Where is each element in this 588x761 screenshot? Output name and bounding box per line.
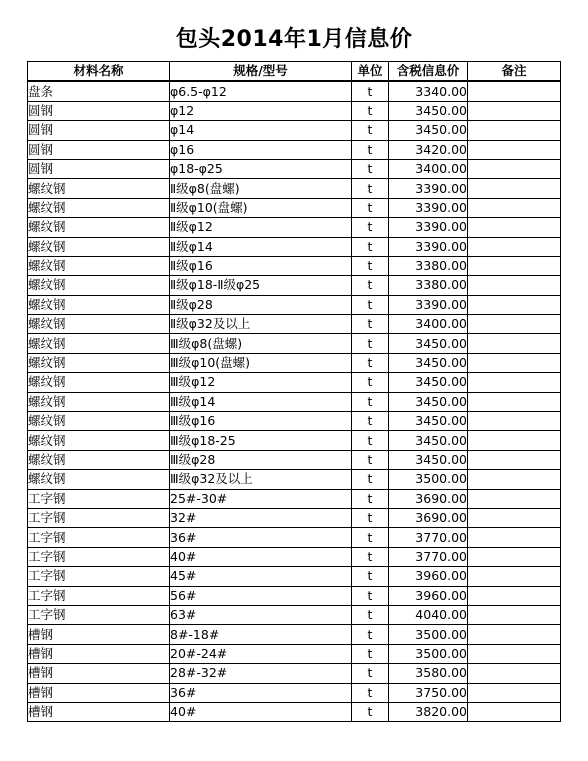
table-row — [28, 353, 561, 372]
note-cell — [468, 450, 561, 469]
table-row — [28, 412, 561, 431]
price-cell: 3450.00 — [389, 334, 468, 353]
note-cell — [468, 431, 561, 450]
spec-cell: Ⅱ级φ32及以上 — [170, 315, 352, 334]
unit-cell: t — [352, 547, 389, 566]
material-name-cell: 螺纹钢 — [28, 315, 170, 334]
spec-cell: Ⅲ级φ32及以上 — [170, 470, 352, 489]
table-row — [28, 683, 561, 702]
table-row — [28, 528, 561, 547]
price-cell: 3450.00 — [389, 353, 468, 372]
table-row — [28, 431, 561, 450]
unit-cell: t — [352, 315, 389, 334]
table-row — [28, 489, 561, 508]
material-name-cell: 槽钢 — [28, 702, 170, 721]
material-name-cell: 工字钢 — [28, 528, 170, 547]
unit-cell: t — [352, 179, 389, 198]
table-row — [28, 237, 561, 256]
spec-cell: Ⅲ级φ8(盘螺) — [170, 334, 352, 353]
table-row — [28, 218, 561, 237]
price-cell: 3390.00 — [389, 179, 468, 198]
spec-cell: 36# — [170, 683, 352, 702]
note-cell — [468, 644, 561, 663]
price-cell: 3580.00 — [389, 664, 468, 683]
header-unit: 单位 — [352, 62, 389, 82]
spec-cell: Ⅱ级φ12 — [170, 218, 352, 237]
price-cell: 3750.00 — [389, 683, 468, 702]
table-row — [28, 644, 561, 663]
table-row — [28, 605, 561, 624]
table-row — [28, 664, 561, 683]
spec-cell: Ⅲ级φ10(盘螺) — [170, 353, 352, 372]
spec-cell: Ⅱ级φ8(盘螺) — [170, 179, 352, 198]
note-cell — [468, 179, 561, 198]
unit-cell: t — [352, 373, 389, 392]
table-row — [28, 198, 561, 217]
material-name-cell: 螺纹钢 — [28, 237, 170, 256]
spec-cell: Ⅱ级φ14 — [170, 237, 352, 256]
spec-cell: Ⅲ级φ18-25 — [170, 431, 352, 450]
material-name-cell: 螺纹钢 — [28, 334, 170, 353]
header-material-name: 材料名称 — [28, 62, 170, 82]
unit-cell: t — [352, 586, 389, 605]
table-row — [28, 101, 561, 120]
price-cell: 3960.00 — [389, 586, 468, 605]
table-body — [28, 81, 561, 721]
spec-cell: Ⅲ级φ16 — [170, 412, 352, 431]
note-cell — [468, 237, 561, 256]
unit-cell: t — [352, 605, 389, 624]
material-name-cell: 工字钢 — [28, 547, 170, 566]
price-cell: 3690.00 — [389, 508, 468, 527]
material-name-cell: 螺纹钢 — [28, 353, 170, 372]
unit-cell: t — [352, 528, 389, 547]
unit-cell: t — [352, 218, 389, 237]
header-spec: 规格/型号 — [170, 62, 352, 82]
note-cell — [468, 81, 561, 101]
table-row — [28, 470, 561, 489]
table-row — [28, 450, 561, 469]
price-cell: 3340.00 — [389, 81, 468, 101]
table-row — [28, 295, 561, 314]
table-row — [28, 276, 561, 295]
spec-cell: φ18-φ25 — [170, 159, 352, 178]
page-title: 包头2014年1月信息价 — [175, 27, 413, 52]
material-name-cell: 工字钢 — [28, 567, 170, 586]
price-cell: 3390.00 — [389, 295, 468, 314]
price-cell: 3390.00 — [389, 198, 468, 217]
table-row — [28, 81, 561, 101]
material-name-cell: 螺纹钢 — [28, 276, 170, 295]
price-cell: 3390.00 — [389, 218, 468, 237]
spec-cell: Ⅲ级φ12 — [170, 373, 352, 392]
material-name-cell: 盘条 — [28, 81, 170, 101]
spec-cell: 28#-32# — [170, 664, 352, 683]
spec-cell: φ16 — [170, 140, 352, 159]
price-cell: 3770.00 — [389, 547, 468, 566]
table-row — [28, 334, 561, 353]
note-cell — [468, 198, 561, 217]
note-cell — [468, 508, 561, 527]
note-cell — [468, 412, 561, 431]
price-cell: 3500.00 — [389, 644, 468, 663]
note-cell — [468, 315, 561, 334]
table-row — [28, 702, 561, 721]
note-cell — [468, 256, 561, 275]
price-cell: 3450.00 — [389, 373, 468, 392]
note-cell — [468, 159, 561, 178]
material-name-cell: 工字钢 — [28, 489, 170, 508]
price-cell: 3380.00 — [389, 276, 468, 295]
spec-cell: 40# — [170, 547, 352, 566]
note-cell — [468, 140, 561, 159]
note-cell — [468, 683, 561, 702]
unit-cell: t — [352, 198, 389, 217]
note-cell — [468, 702, 561, 721]
note-cell — [468, 295, 561, 314]
note-cell — [468, 528, 561, 547]
price-cell: 3400.00 — [389, 159, 468, 178]
spec-cell: Ⅲ级φ14 — [170, 392, 352, 411]
unit-cell: t — [352, 470, 389, 489]
table-header-row — [28, 62, 561, 82]
unit-cell: t — [352, 450, 389, 469]
material-name-cell: 圆钢 — [28, 140, 170, 159]
price-cell: 3450.00 — [389, 101, 468, 120]
material-name-cell: 槽钢 — [28, 644, 170, 663]
spec-cell: 20#-24# — [170, 644, 352, 663]
note-cell — [468, 547, 561, 566]
note-cell — [468, 586, 561, 605]
note-cell — [468, 218, 561, 237]
note-cell — [468, 373, 561, 392]
note-cell — [468, 121, 561, 140]
spec-cell: Ⅱ级φ16 — [170, 256, 352, 275]
table-row — [28, 179, 561, 198]
unit-cell: t — [352, 256, 389, 275]
spec-cell: φ14 — [170, 121, 352, 140]
spec-cell: 45# — [170, 567, 352, 586]
unit-cell: t — [352, 295, 389, 314]
note-cell — [468, 489, 561, 508]
material-name-cell: 槽钢 — [28, 625, 170, 644]
note-cell — [468, 334, 561, 353]
table-row — [28, 159, 561, 178]
unit-cell: t — [352, 489, 389, 508]
price-cell: 3690.00 — [389, 489, 468, 508]
spec-cell: 36# — [170, 528, 352, 547]
price-cell: 3500.00 — [389, 625, 468, 644]
unit-cell: t — [352, 625, 389, 644]
note-cell — [468, 353, 561, 372]
price-cell: 3400.00 — [389, 315, 468, 334]
spec-cell: Ⅱ级φ18-Ⅱ级φ25 — [170, 276, 352, 295]
material-name-cell: 圆钢 — [28, 101, 170, 120]
note-cell — [468, 470, 561, 489]
material-name-cell: 槽钢 — [28, 664, 170, 683]
note-cell — [468, 664, 561, 683]
unit-cell: t — [352, 431, 389, 450]
spec-cell: φ6.5-φ12 — [170, 81, 352, 101]
unit-cell: t — [352, 159, 389, 178]
material-name-cell: 圆钢 — [28, 159, 170, 178]
table-row — [28, 547, 561, 566]
note-cell — [468, 392, 561, 411]
table-row — [28, 121, 561, 140]
material-name-cell: 工字钢 — [28, 586, 170, 605]
material-name-cell: 螺纹钢 — [28, 431, 170, 450]
price-cell: 3450.00 — [389, 121, 468, 140]
unit-cell: t — [352, 412, 389, 431]
table-row — [28, 586, 561, 605]
unit-cell: t — [352, 702, 389, 721]
material-name-cell: 螺纹钢 — [28, 373, 170, 392]
material-name-cell: 螺纹钢 — [28, 412, 170, 431]
table-row — [28, 140, 561, 159]
note-cell — [468, 625, 561, 644]
unit-cell: t — [352, 392, 389, 411]
price-cell: 3420.00 — [389, 140, 468, 159]
unit-cell: t — [352, 81, 389, 101]
unit-cell: t — [352, 644, 389, 663]
note-cell — [468, 276, 561, 295]
note-cell — [468, 605, 561, 624]
table-row — [28, 256, 561, 275]
header-note: 备注 — [468, 62, 561, 82]
table-row — [28, 625, 561, 644]
table-row — [28, 508, 561, 527]
table-row — [28, 392, 561, 411]
material-name-cell: 螺纹钢 — [28, 392, 170, 411]
table-row — [28, 567, 561, 586]
price-cell: 3500.00 — [389, 470, 468, 489]
spec-cell: 56# — [170, 586, 352, 605]
unit-cell: t — [352, 683, 389, 702]
spec-cell: 8#-18# — [170, 625, 352, 644]
material-name-cell: 螺纹钢 — [28, 470, 170, 489]
unit-cell: t — [352, 508, 389, 527]
unit-cell: t — [352, 101, 389, 120]
unit-cell: t — [352, 353, 389, 372]
material-name-cell: 螺纹钢 — [28, 218, 170, 237]
note-cell — [468, 567, 561, 586]
header-price: 含税信息价 — [389, 62, 468, 82]
unit-cell: t — [352, 334, 389, 353]
material-name-cell: 螺纹钢 — [28, 295, 170, 314]
spec-cell: 63# — [170, 605, 352, 624]
unit-cell: t — [352, 567, 389, 586]
material-name-cell: 槽钢 — [28, 683, 170, 702]
spec-cell: φ12 — [170, 101, 352, 120]
unit-cell: t — [352, 276, 389, 295]
price-cell: 3450.00 — [389, 412, 468, 431]
price-cell: 3450.00 — [389, 450, 468, 469]
price-cell: 3960.00 — [389, 567, 468, 586]
material-name-cell: 工字钢 — [28, 508, 170, 527]
unit-cell: t — [352, 237, 389, 256]
material-name-cell: 螺纹钢 — [28, 198, 170, 217]
unit-cell: t — [352, 664, 389, 683]
material-name-cell: 螺纹钢 — [28, 179, 170, 198]
unit-cell: t — [352, 140, 389, 159]
spec-cell: 32# — [170, 508, 352, 527]
price-cell: 3820.00 — [389, 702, 468, 721]
price-cell: 3390.00 — [389, 237, 468, 256]
table-row — [28, 373, 561, 392]
price-cell: 3380.00 — [389, 256, 468, 275]
material-name-cell: 螺纹钢 — [28, 450, 170, 469]
spec-cell: Ⅲ级φ28 — [170, 450, 352, 469]
spec-cell: Ⅱ级φ10(盘螺) — [170, 198, 352, 217]
price-table — [27, 61, 561, 722]
table-row — [28, 315, 561, 334]
spec-cell: 25#-30# — [170, 489, 352, 508]
spec-cell: Ⅱ级φ28 — [170, 295, 352, 314]
material-name-cell: 圆钢 — [28, 121, 170, 140]
price-cell: 3770.00 — [389, 528, 468, 547]
spec-cell: 40# — [170, 702, 352, 721]
material-name-cell: 螺纹钢 — [28, 256, 170, 275]
note-cell — [468, 101, 561, 120]
price-cell: 3450.00 — [389, 431, 468, 450]
unit-cell: t — [352, 121, 389, 140]
price-cell: 3450.00 — [389, 392, 468, 411]
material-name-cell: 工字钢 — [28, 605, 170, 624]
price-cell: 4040.00 — [389, 605, 468, 624]
